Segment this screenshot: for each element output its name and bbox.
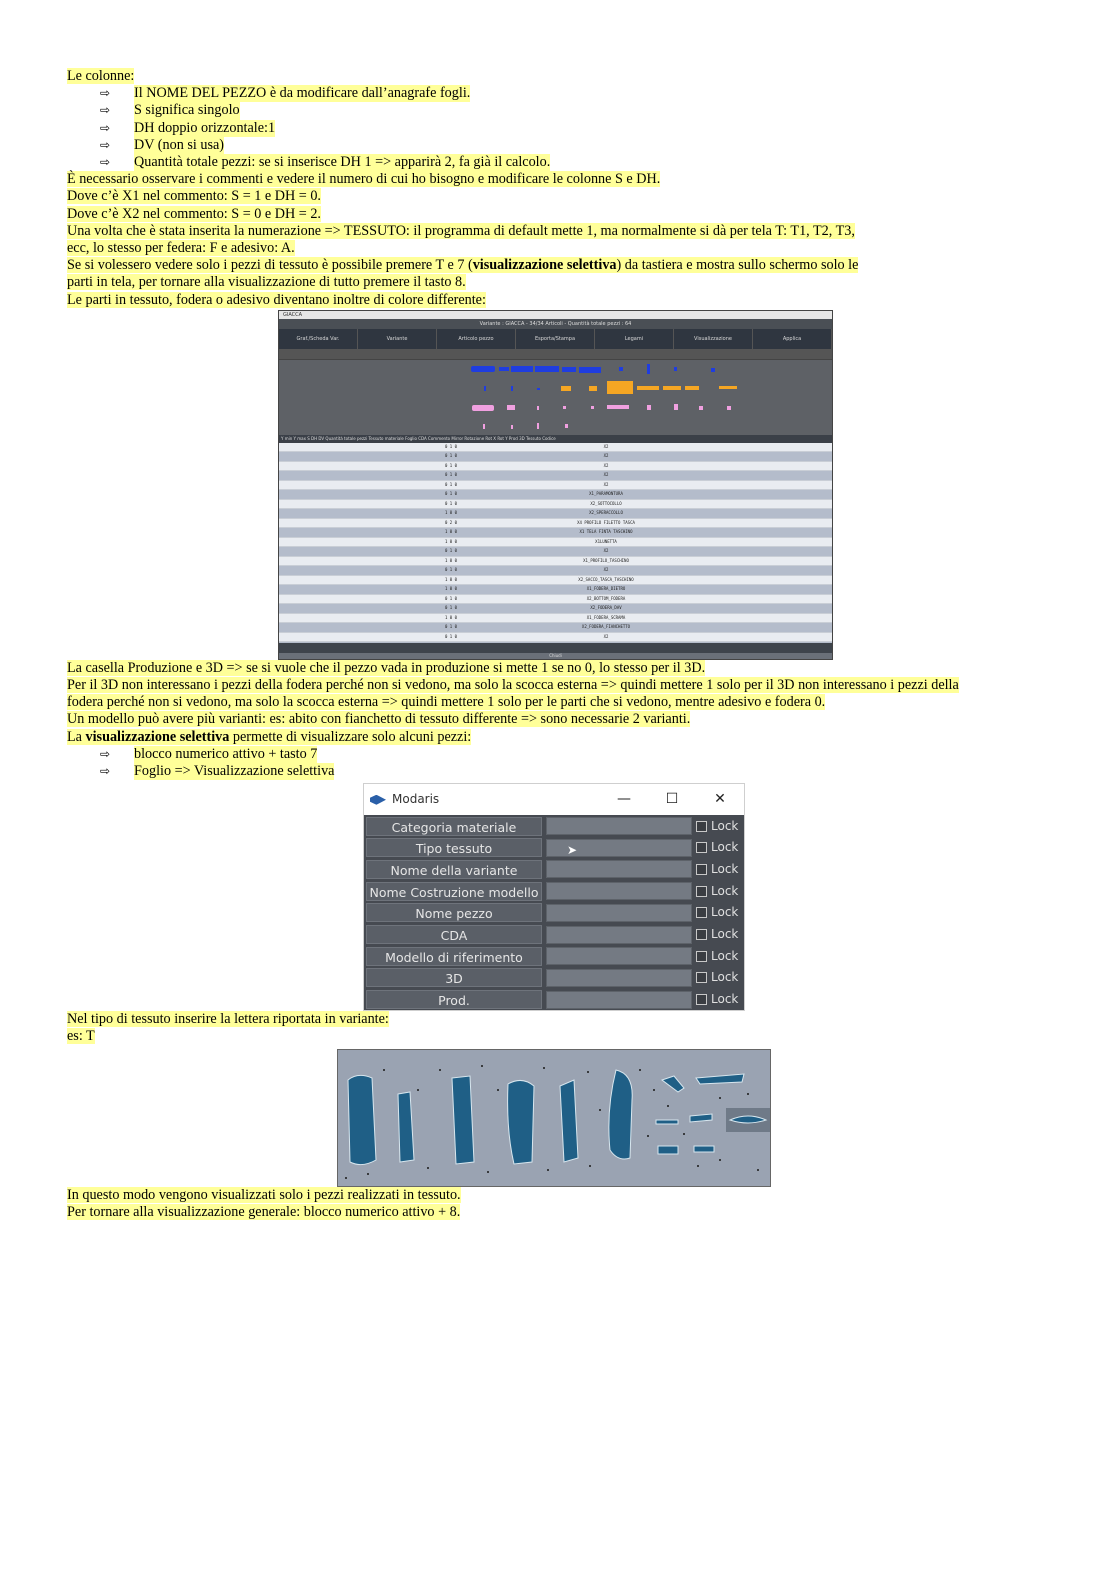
fodera-pieces: [561, 381, 737, 394]
arrow-bullet-icon: ⇨: [100, 764, 111, 779]
lock-checkbox[interactable]: [696, 951, 707, 962]
text-line: Un modello può avere più varianti: es: abito con fianchetto di tessuto differente => sono necessarie 2 varianti.: [67, 711, 691, 728]
table-row[interactable]: 0 1 0 X2_FODERA_DAV: [279, 604, 832, 614]
field-row: [364, 880, 744, 902]
text-line: Se si volessero vedere solo i pezzi di tessuto è possibile premere T e 7 (visualizzazione selettiva) da tastiera e mostra sullo schermo solo le: [67, 257, 859, 274]
variant-bar: Variante : GIACCA - 34/34 Articoli - Quantità totale pezzi : 64: [279, 319, 832, 329]
table-row[interactable]: 0 1 0 X2_BOTTOM_FODERA: [279, 595, 832, 605]
field-label: Prod.: [366, 990, 542, 1009]
field-label: Categoria materiale: [366, 817, 542, 836]
lock-label: Lock: [711, 861, 739, 876]
field-row: [364, 815, 744, 837]
close-icon[interactable]: ✕: [714, 791, 726, 808]
table-row[interactable]: 0 1 0 X2: [279, 566, 832, 576]
fabric-pieces-screenshot: [337, 1049, 771, 1187]
lock-checkbox[interactable]: [696, 994, 707, 1005]
modaris-logo-icon: [370, 795, 386, 805]
table-row[interactable]: 0 2 0 X4 PROFILO FILETTO TASCA: [279, 519, 832, 529]
lock-checkbox[interactable]: [696, 864, 707, 875]
text-line: ecc, lo stesso per federa: F e adesivo: A.: [67, 240, 295, 257]
table-row[interactable]: 1 0 0 X1_FODERA_SCRAMA: [279, 614, 832, 624]
dialog-titlebar: [364, 784, 744, 815]
field-row: [364, 924, 744, 946]
table-row[interactable]: 0 1 0 X2: [279, 443, 832, 453]
maximize-icon[interactable]: ☐: [665, 791, 679, 808]
lock-label: Lock: [711, 948, 739, 963]
menu-item[interactable]: Esporta/Stampa: [516, 329, 595, 349]
field-row: [364, 945, 744, 967]
field-input[interactable]: [546, 817, 692, 835]
bullet-item: ⇨ S significa singolo: [100, 102, 240, 119]
field-label: Nome della variante: [366, 860, 542, 879]
field-label: Tipo tessuto: [366, 838, 542, 857]
field-row: [364, 837, 744, 859]
pieces-preview-svg: [279, 360, 832, 436]
table-row[interactable]: 1 0 0 X2_SPERACCOLLO: [279, 509, 832, 519]
modaris-dialog: [363, 783, 745, 1011]
paragraph-colonne: Le colonne:: [67, 68, 135, 84]
bullet-item: ⇨ Quantità totale pezzi: se si inserisce DH 1 => apparirà 2, fa già il calcolo.: [100, 154, 551, 171]
table-row[interactable]: 1 0 0 X1LUNETTA: [279, 538, 832, 548]
lock-checkbox[interactable]: [696, 972, 707, 983]
table-row[interactable]: 0 1 0 X2: [279, 471, 832, 481]
field-row: [364, 859, 744, 881]
lock-label: Lock: [711, 992, 739, 1006]
lock-checkbox[interactable]: [696, 929, 707, 940]
field-input[interactable]: [546, 947, 692, 965]
field-input[interactable]: [546, 860, 692, 878]
table-row[interactable]: 1 0 0 X2_SACCO_TASCA_TASCHINO: [279, 576, 832, 586]
field-row: [364, 902, 744, 924]
text-line: Una volta che è stata inserita la numerazione => TESSUTO: il programma di default mette 1, ma normalmente si dà per tela T: T1, T2, T3,: [67, 222, 855, 239]
table-row[interactable]: 0 1 0 X2: [279, 452, 832, 462]
table-row[interactable]: 0 1 0 X2: [279, 547, 832, 557]
tessuto-pieces: [348, 1070, 744, 1165]
adesivo-pieces: [472, 404, 731, 429]
text-line: Nel tipo di tessuto inserire la lettera riportata in variante:: [67, 1011, 389, 1028]
text-line: È necessario osservare i commenti e vedere il numero di cui ho bisogno e modificare le colonne S e DH.: [67, 171, 661, 188]
field-input[interactable]: [546, 969, 692, 987]
bullet-item: ⇨ Il NOME DEL PEZZO è da modificare dall’anagrafe fogli.: [100, 85, 471, 102]
field-input[interactable]: [546, 926, 692, 944]
text-line: fodera perché non si vedono, ma solo la scocca esterna => quindi mettere 1 solo per le parti che si vedono, mentre adesivo e fodera 0.: [67, 694, 826, 711]
lock-checkbox[interactable]: [696, 886, 707, 897]
arrow-bullet-icon: ⇨: [100, 120, 111, 135]
field-input[interactable]: [546, 991, 692, 1009]
table-row[interactable]: 1 0 0 X1_FODERA_DIETRO: [279, 585, 832, 595]
variant-menubar: [279, 329, 832, 349]
menu-item[interactable]: Visualizzazione: [674, 329, 753, 349]
bottom-bar: [279, 643, 832, 659]
close-button[interactable]: Chiudi: [279, 653, 832, 659]
field-label: Nome Costruzione modello: [366, 882, 542, 901]
menu-item[interactable]: Articolo pezzo: [437, 329, 516, 349]
text-line: La visualizzazione selettiva permette di visualizzare solo alcuni pezzi:: [67, 728, 472, 745]
arrow-bullet-icon: ⇨: [100, 137, 111, 152]
lock-label: Lock: [711, 818, 739, 833]
table-row[interactable]: 0 1 0 X2_SOTTOCOLLO: [279, 500, 832, 510]
table-row[interactable]: 1 0 0 X1 TELA FINTA TASCHINO: [279, 528, 832, 538]
lock-checkbox[interactable]: [696, 821, 707, 832]
bullet-item: ⇨ DV (non si usa): [100, 136, 224, 153]
menu-item[interactable]: Legami: [595, 329, 674, 349]
lock-checkbox[interactable]: [696, 842, 707, 853]
menu-item[interactable]: Applica: [753, 329, 832, 349]
bullet-item: ⇨ DH doppio orizzontale:1: [100, 119, 276, 136]
text-line: parti in tela, per tornare alla visualizzazione di tutto premere il tasto 8.: [67, 274, 466, 291]
field-label: Nome pezzo: [366, 903, 542, 922]
table-header: Y min Y max S DH DV Quantità totale pezzi Tessuto materiale Foglio CDA Commento Mirror Rotazione Rot X Rot Y Prod 3D Tessuto Codice: [279, 435, 832, 443]
table-row[interactable]: 0 1 0 X1_PARAMONTURA: [279, 490, 832, 500]
field-input[interactable]: [546, 839, 692, 857]
table-rows: [279, 443, 832, 652]
pieces-preview: [279, 360, 832, 436]
menu-item[interactable]: Graf./Scheda Var.: [279, 329, 358, 349]
text-line: es: T: [67, 1028, 95, 1045]
cursor-icon: ➤: [567, 842, 578, 857]
text-line: Dove c’è X2 nel commento: S = 0 e DH = 2.: [67, 205, 321, 222]
lock-label: Lock: [711, 840, 739, 855]
field-row: [364, 967, 744, 989]
field-label: Modello di riferimento: [366, 947, 542, 966]
toolbar-strip: [279, 349, 832, 360]
field-input[interactable]: [546, 904, 692, 922]
table-row[interactable]: 0 1 0 X2: [279, 481, 832, 491]
fabric-pieces-svg: [338, 1050, 770, 1186]
text-line: Per il 3D non interessano i pezzi della fodera perché non si vedono, ma solo la scocca esterna => quindi mettere 1 solo per il 3D non interessano i pezzi della: [67, 677, 959, 694]
arrow-bullet-icon: ⇨: [100, 86, 111, 101]
text-line: In questo modo vengono visualizzati solo i pezzi realizzati in tessuto.: [67, 1186, 461, 1203]
arrow-bullet-icon: ⇨: [100, 746, 111, 761]
field-label: CDA: [366, 925, 542, 944]
text-line: Le parti in tessuto, fodera o adesivo diventano inoltre di colore differente:: [67, 291, 486, 308]
variants-screenshot: [278, 310, 833, 660]
variants-table: [279, 435, 832, 652]
table-row[interactable]: 0 1 0 X2_FODERA_FIANCHETTO: [279, 623, 832, 633]
bullet-item: ⇨ Foglio => Visualizzazione selettiva: [100, 763, 335, 780]
field-input[interactable]: [546, 882, 692, 900]
field-row: [364, 989, 744, 1011]
text-line: Per tornare alla visualizzazione generale: blocco numerico attivo + 8.: [67, 1203, 461, 1220]
table-row[interactable]: 1 0 0 X1_PROFILO_TASCHINO: [279, 557, 832, 567]
text-line: Dove c’è X1 nel commento: S = 1 e DH = 0.: [67, 188, 321, 205]
menu-item[interactable]: Variante: [358, 329, 437, 349]
text-line: La casella Produzione e 3D => se si vuole che il pezzo vada in produzione si mette 1 se no 0, lo stesso per il 3D.: [67, 659, 706, 676]
lock-label: Lock: [711, 883, 739, 898]
table-row[interactable]: 0 1 0 X2: [279, 462, 832, 472]
table-row[interactable]: 0 1 0 X2: [279, 633, 832, 643]
dialog-title: Modaris: [392, 792, 440, 807]
lock-checkbox[interactable]: [696, 907, 707, 918]
minimize-icon[interactable]: —: [617, 791, 631, 808]
window-controls: [600, 791, 744, 808]
arrow-bullet-icon: ⇨: [100, 103, 111, 118]
lock-label: Lock: [711, 970, 739, 985]
arrow-bullet-icon: ⇨: [100, 155, 111, 170]
lock-label: Lock: [711, 905, 739, 920]
dialog-body: [364, 815, 744, 1010]
field-label: 3D: [366, 968, 542, 987]
window-label: GIACCA: [279, 311, 832, 319]
document-page: [67, 68, 1047, 1221]
lock-label: Lock: [711, 926, 739, 941]
bullet-item: ⇨ blocco numerico attivo + tasto 7: [100, 745, 318, 762]
